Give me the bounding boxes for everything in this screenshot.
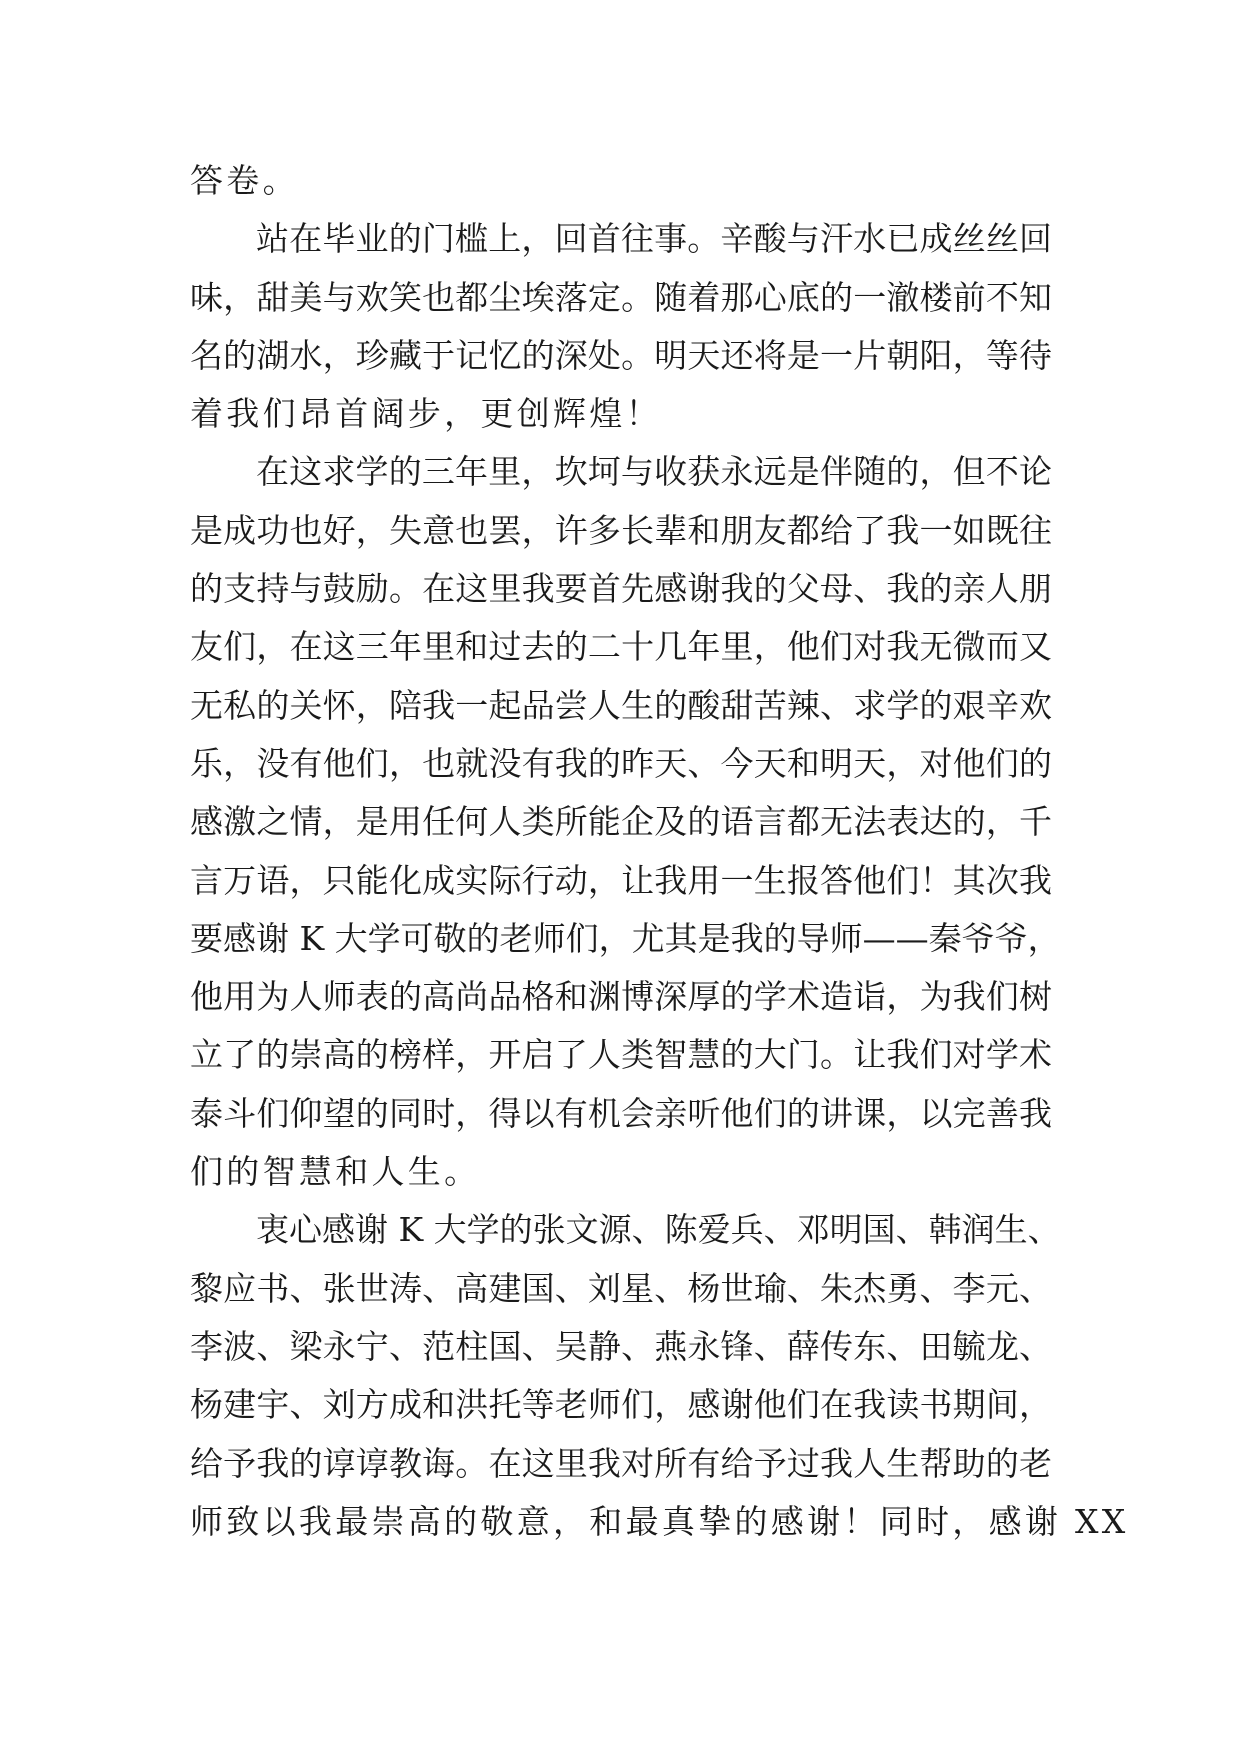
text-line: 师致以我最崇高的敬意，和最真挚的感谢！同时，感谢 XX (190, 1501, 1129, 1541)
text-line: 要感谢 K 大学可敬的老师们，尤其是我的导师——秦爷爷， (190, 918, 1061, 958)
text-line: 李波、梁永宁、范柱国、吴静、燕永锋、薛传东、田毓龙、 (190, 1326, 1052, 1366)
document-body (190, 152, 1129, 1551)
text-line: 是成功也好，失意也罢，许多长辈和朋友都给了我一如既往 (190, 510, 1052, 550)
text-line: 衷心感谢 K 大学的张文源、陈爱兵、邓明国、韩润生、 (256, 1210, 1061, 1250)
text-line: 乐，没有他们，也就没有我的昨天、今天和明天，对他们的 (190, 743, 1052, 783)
text-line: 站在毕业的门槛上，回首往事。辛酸与汗水已成丝丝回 (256, 219, 1052, 259)
text-line: 们的智慧和人生。 (190, 1152, 481, 1192)
text-line: 名的湖水，珍藏于记忆的深处。明天还将是一片朝阳，等待 (190, 335, 1052, 375)
paragraph (190, 443, 1061, 1201)
text-line: 黎应书、张世涛、高建国、刘星、杨世瑜、朱杰勇、李元、 (190, 1268, 1052, 1308)
text-line: 答卷。 (190, 161, 299, 200)
text-line: 感激之情，是用任何人类所能企及的语言都无法表达的，千 (190, 802, 1052, 842)
text-line: 他用为人师表的高尚品格和渊博深厚的学术造诣，为我们树 (190, 977, 1052, 1017)
text-line: 泰斗们仰望的同时，得以有机会亲听他们的讲课，以完善我 (190, 1093, 1052, 1133)
paragraph (190, 152, 1052, 210)
text-line: 友们，在这三年里和过去的二十几年里，他们对我无微而又 (190, 627, 1052, 667)
text-line: 着我们昂首阔步，更创辉煌！ (190, 394, 662, 434)
text-line: 在这求学的三年里，坎坷与收获永远是伴随的，但不论 (256, 452, 1052, 492)
text-line: 立了的崇高的榜样，开启了人类智慧的大门。让我们对学术 (190, 1035, 1052, 1075)
paragraph (190, 210, 1052, 443)
text-line: 给予我的谆谆教诲。在这里我对所有给予过我人生帮助的老 (190, 1443, 1052, 1483)
text-line: 味，甜美与欢笑也都尘埃落定。随着那心底的一澈楼前不知 (190, 277, 1052, 317)
text-line: 的支持与鼓励。在这里我要首先感谢我的父母、我的亲人朋 (190, 569, 1052, 609)
text-line: 言万语，只能化成实际行动，让我用一生报答他们！其次我 (190, 860, 1052, 900)
paragraph (190, 1201, 1129, 1551)
text-line: 无私的关怀，陪我一起品尝人生的酸甜苦辣、求学的艰辛欢 (190, 685, 1052, 725)
text-line: 杨建宇、刘方成和洪托等老师们，感谢他们在我读书期间， (190, 1385, 1052, 1425)
